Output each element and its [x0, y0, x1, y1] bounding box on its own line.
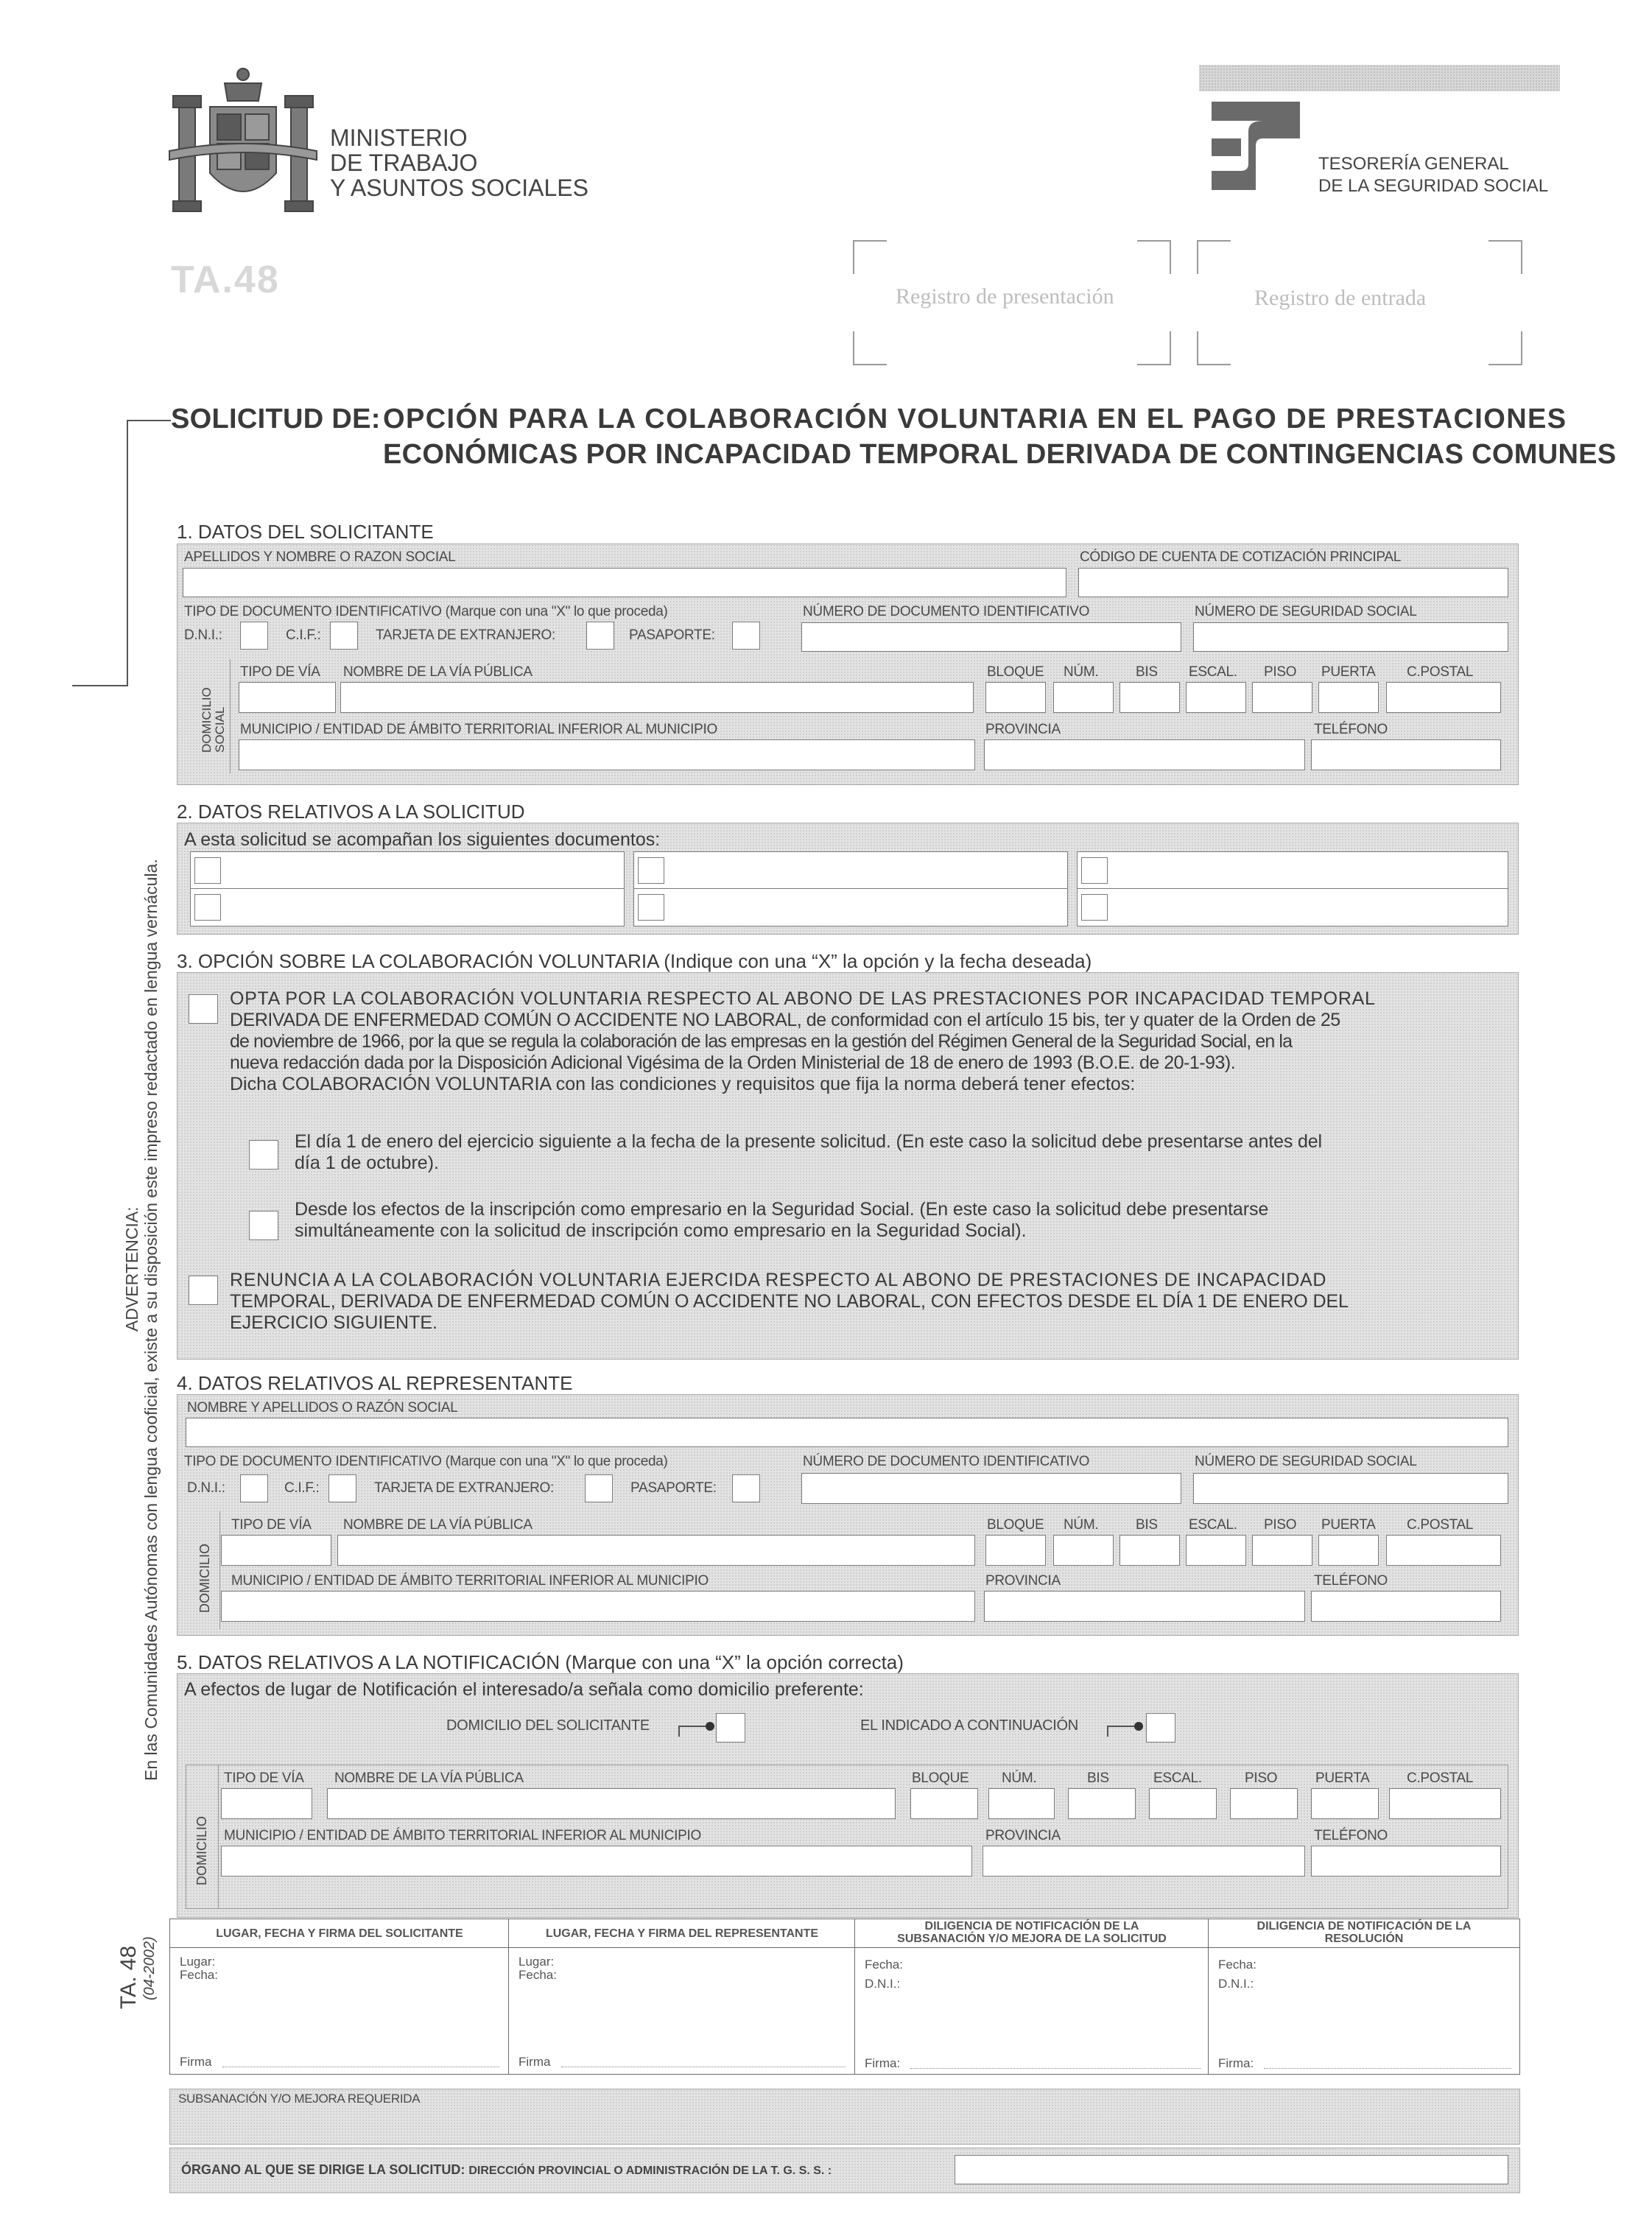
- tgss-line-2: DE LA SEGURIDAD SOCIAL: [1318, 176, 1549, 196]
- ministry-line-3: Y ASUNTOS SOCIALES: [330, 175, 588, 201]
- opt-indicado-label: EL INDICADO A CONTINUACIÓN: [860, 1717, 1078, 1734]
- rep-telefono-input[interactable]: [1311, 1591, 1501, 1622]
- pasaporte-checkbox[interactable]: [732, 622, 760, 650]
- num-ss-input[interactable]: [1193, 622, 1508, 652]
- registro-presentacion-label: Registro de presentación: [896, 284, 1114, 309]
- notif-bloque-label: BLOQUE: [912, 1770, 969, 1786]
- efectos-1-enero-text: [295, 1131, 1502, 1174]
- section5-intro: A efectos de lugar de Notificación el interesado/a señala como domicilio preferente:: [184, 1679, 864, 1700]
- nombre-via-input[interactable]: [340, 682, 974, 713]
- rep-telefono-label: TELÉFONO: [1314, 1573, 1388, 1589]
- opta-text: [230, 988, 1511, 1095]
- rep-nombre-input[interactable]: [186, 1418, 1508, 1447]
- notif-municipio-input[interactable]: [221, 1846, 972, 1877]
- document-checkbox-6[interactable]: [1081, 894, 1108, 921]
- piso-input[interactable]: [1252, 682, 1312, 713]
- notif-piso-label: PISO: [1245, 1770, 1278, 1786]
- opta-line-1: OPTA POR LA COLABORACIÓN VOLUNTARIA RESPECTO AL ABONO DE LAS PRESTACIONES POR INCAPACIDAD TEMPORAL: [230, 988, 1376, 1009]
- document-checkbox-3[interactable]: [638, 857, 664, 884]
- opta-checkbox[interactable]: [189, 994, 218, 1024]
- notif-municipio-label: MUNICIPIO / ENTIDAD DE ÁMBITO TERRITORIAL INFERIOR AL MUNICIPIO: [224, 1828, 701, 1843]
- form-code-watermark: TA.48: [171, 259, 280, 301]
- advertencia-label: ADVERTENCIA:: [122, 1206, 141, 1332]
- efectos-inscripcion-line-2: simultáneamente con la solicitud de inscripción como empresario en la Seguridad Social).: [295, 1220, 1027, 1241]
- col-subsanacion-header-2: SUBSANACIÓN Y/O MEJORA DE LA SOLICITUD: [897, 1933, 1167, 1945]
- rep-cpostal-label: C.POSTAL: [1407, 1517, 1474, 1533]
- rep-nombre-via-label: NOMBRE DE LA VÍA PÚBLICA: [343, 1517, 532, 1533]
- rep-tipo-doc-label: TIPO DE DOCUMENTO IDENTIFICATIVO (Marque con una "X" lo que proceda): [184, 1454, 668, 1469]
- cif-checkbox[interactable]: [330, 622, 358, 650]
- opta-line-3: de noviembre de 1966, por la que se regula la colaboración de las empresas en la gestión del Régimen General de la Seguridad Social, en la: [230, 1031, 1293, 1052]
- notif-num-label: NÚM.: [1002, 1770, 1037, 1786]
- rep-pasaporte-checkbox[interactable]: [732, 1474, 760, 1502]
- title-bracket: [127, 420, 171, 686]
- bis-label: BIS: [1136, 664, 1158, 680]
- section4-title: 4. DATOS RELATIVOS AL REPRESENTANTE: [177, 1372, 573, 1394]
- escal-input[interactable]: [1186, 682, 1246, 713]
- num-input[interactable]: [1053, 682, 1114, 713]
- puerta-input[interactable]: [1318, 682, 1379, 713]
- section5-title: 5. DATOS RELATIVOS A LA NOTIFICACIÓN (Marque con una “X” la opción correcta): [177, 1651, 904, 1673]
- registro-presentacion-box[interactable]: [853, 240, 1171, 365]
- dni-checkbox[interactable]: [240, 622, 268, 650]
- rep-num-label: NÚM.: [1064, 1517, 1099, 1533]
- documents-column-1: [190, 851, 625, 926]
- notif-cpostal-label: C.POSTAL: [1407, 1770, 1474, 1786]
- num-ss-label: NÚMERO DE SEGURIDAD SOCIAL: [1195, 604, 1417, 619]
- renuncia-line-2: TEMPORAL, DERIVADA DE ENFERMEDAD COMÚN O ACCIDENTE NO LABORAL, CON EFECTOS DESDE EL DÍA 1 DE ENERO DEL: [230, 1291, 1349, 1312]
- title-bracket-foot: [72, 685, 128, 686]
- cpostal-input[interactable]: [1386, 682, 1501, 713]
- rep-num-input[interactable]: [1053, 1535, 1114, 1566]
- title-prefix: SOLICITUD DE:: [171, 404, 381, 435]
- res-dni-label: D.N.I.:: [1218, 1977, 1254, 1991]
- piso-label: PISO: [1264, 664, 1297, 680]
- provincia-input[interactable]: [984, 739, 1305, 770]
- tipo-via-label: TIPO DE VÍA: [240, 664, 320, 680]
- rep-dni-label: D.N.I.:: [187, 1480, 225, 1496]
- rep-num-ss-label: NÚMERO DE SEGURIDAD SOCIAL: [1195, 1454, 1417, 1469]
- opta-line-5: Dicha COLABORACIÓN VOLUNTARIA con las condiciones y requisitos que fija la norma deberá tener efectos:: [230, 1074, 1136, 1094]
- rep-tarjeta-checkbox[interactable]: [585, 1474, 613, 1502]
- notif-bis-input[interactable]: [1068, 1788, 1136, 1819]
- sol-lugar-label: Lugar:: [180, 1955, 216, 1969]
- form-date-side: (04-2002): [141, 1936, 158, 2000]
- documents-column-2: [633, 851, 1068, 926]
- section1-title: 1. DATOS DEL SOLICITANTE: [177, 521, 434, 543]
- rep-escal-input[interactable]: [1186, 1535, 1246, 1566]
- opta-line-2: DERIVADA DE ENFERMEDAD COMÚN O ACCIDENTE NO LABORAL, de conformidad con el artículo 15 bis, ter y quater de la Orden de 25: [230, 1010, 1340, 1030]
- ccc-label: CÓDIGO DE CUENTA DE COTIZACIÓN PRINCIPAL: [1080, 549, 1401, 565]
- rep-escal-label: ESCAL.: [1189, 1517, 1237, 1533]
- rep-puerta-label: PUERTA: [1321, 1517, 1376, 1533]
- rep-lugar-label: Lugar:: [519, 1955, 555, 1969]
- ministry-line-2: DE TRABAJO: [330, 150, 478, 176]
- domicilio-social-label: DOMICILIO SOCIAL: [200, 687, 227, 753]
- renuncia-checkbox[interactable]: [189, 1276, 218, 1305]
- notif-tipo-via-input[interactable]: [221, 1788, 312, 1819]
- dni-label: D.N.I.:: [184, 627, 222, 643]
- municipio-label: MUNICIPIO / ENTIDAD DE ÁMBITO TERRITORIAL INFERIOR AL MUNICIPIO: [240, 722, 717, 737]
- renuncia-text: [230, 1270, 1511, 1334]
- rep-cif-checkbox[interactable]: [328, 1474, 356, 1502]
- notif-escal-input[interactable]: [1149, 1788, 1217, 1819]
- col-representante-header: LUGAR, FECHA Y FIRMA DEL REPRESENTANTE: [545, 1927, 819, 1940]
- title-line-1: OPCIÓN PARA LA COLABORACIÓN VOLUNTARIA EN EL PAGO DE PRESTACIONES: [383, 404, 1567, 435]
- col-resolucion-header: [1209, 1920, 1519, 1945]
- rep-fecha-label: Fecha:: [519, 1968, 557, 1982]
- rep-num-doc-label: NÚMERO DE DOCUMENTO IDENTIFICATIVO: [803, 1454, 1090, 1469]
- opt-solicitante-label: DOMICILIO DEL SOLICITANTE: [446, 1717, 650, 1734]
- col-solicitante-header: LUGAR, FECHA Y FIRMA DEL SOLICITANTE: [216, 1927, 463, 1940]
- sub-firma-line[interactable]: [910, 2068, 1201, 2069]
- section3-title: 3. OPCIÓN SOBRE LA COLABORACIÓN VOLUNTARIA (Indique con una “X” la opción y la fecha deseada): [177, 950, 1092, 972]
- notif-provincia-label: PROVINCIA: [985, 1828, 1061, 1843]
- notif-provincia-input[interactable]: [983, 1846, 1305, 1877]
- section2-intro: A esta solicitud se acompañan los siguientes documentos:: [184, 829, 661, 850]
- rep-bloque-label: BLOQUE: [987, 1517, 1044, 1533]
- col-resolucion-header-2: RESOLUCIÓN: [1324, 1933, 1404, 1945]
- notif-telefono-input[interactable]: [1311, 1846, 1501, 1877]
- tipo-doc-label: TIPO DE DOCUMENTO IDENTIFICATIVO (Marque con una "X" lo que proceda): [184, 604, 668, 619]
- notif-domicilio-label: DOMICILIO: [194, 1815, 209, 1885]
- tgss-logo: [1212, 102, 1300, 190]
- sub-firma-label: Firma:: [865, 2056, 901, 2070]
- res-firma-label: Firma:: [1218, 2056, 1254, 2070]
- renuncia-line-1: RENUNCIA A LA COLABORACIÓN VOLUNTARIA EJERCIDA RESPECTO AL ABONO DE PRESTACIONES DE INCAPACIDAD: [230, 1270, 1327, 1290]
- opt-indicado-checkbox[interactable]: [1146, 1713, 1175, 1743]
- notif-piso-input[interactable]: [1230, 1788, 1298, 1819]
- rep-num-doc-input[interactable]: [801, 1473, 1181, 1504]
- notif-nombre-via-label: NOMBRE DE LA VÍA PÚBLICA: [334, 1770, 524, 1786]
- sol-firma-label: Firma: [180, 2055, 212, 2069]
- notif-puerta-input[interactable]: [1311, 1788, 1379, 1819]
- ccc-input[interactable]: [1078, 568, 1508, 597]
- rep-cif-label: C.I.F.:: [284, 1480, 320, 1496]
- puerta-label: PUERTA: [1321, 664, 1376, 680]
- organo-label: ÓRGANO AL QUE SE DIRIGE LA SOLICITUD:: [181, 2162, 465, 2177]
- notif-nombre-via-input[interactable]: [327, 1788, 896, 1819]
- escal-label: ESCAL.: [1189, 664, 1237, 680]
- notif-domicilio-band-line: [218, 1765, 219, 1909]
- rep-tarjeta-label: TARJETA DE EXTRANJERO:: [374, 1480, 554, 1496]
- document-checkbox-4[interactable]: [638, 894, 664, 921]
- registro-entrada-box[interactable]: [1197, 240, 1522, 365]
- rep-municipio-label: MUNICIPIO / ENTIDAD DE ÁMBITO TERRITORIAL INFERIOR AL MUNICIPIO: [231, 1573, 709, 1589]
- efectos-inscripcion-checkbox[interactable]: [249, 1211, 278, 1240]
- notif-bloque-input[interactable]: [910, 1788, 978, 1819]
- documents-column-3: [1077, 851, 1508, 926]
- rep-domicilio-label: DOMICILIO: [197, 1543, 212, 1613]
- tgss-name: [1318, 153, 1548, 197]
- opt-solicitante-checkbox[interactable]: [716, 1713, 745, 1743]
- document-checkbox-1[interactable]: [194, 857, 221, 884]
- document-checkbox-5[interactable]: [1081, 857, 1108, 884]
- num-label: NÚM.: [1064, 664, 1099, 680]
- organo-value: DIRECCIÓN PROVINCIAL O ADMINISTRACIÓN DE LA T. G. S. S. :: [468, 2165, 832, 2177]
- renuncia-line-3: EJERCICIO SIGUIENTE.: [230, 1312, 437, 1333]
- notif-escal-label: ESCAL.: [1153, 1770, 1202, 1786]
- opt-indicado-connector: [1106, 1717, 1147, 1740]
- rep-municipio-input[interactable]: [221, 1591, 975, 1622]
- rep-dni-checkbox[interactable]: [240, 1474, 268, 1502]
- document-checkbox-2[interactable]: [194, 894, 221, 921]
- title-line-2: ECONÓMICAS POR INCAPACIDAD TEMPORAL DERIVADA DE CONTINGENCIAS COMUNES: [383, 439, 1617, 470]
- cpostal-label: C.POSTAL: [1407, 664, 1474, 680]
- registro-entrada-label: Registro de entrada: [1254, 286, 1427, 310]
- rep-puerta-input[interactable]: [1318, 1535, 1379, 1566]
- cif-label: C.I.F.:: [286, 627, 321, 643]
- tarjeta-label: TARJETA DE EXTRANJERO:: [376, 627, 555, 643]
- advertencia-text: En las Comunidades Autónomas con lengua cooficial, existe a su disposición este impreso redactado en lengua vernácula.: [141, 859, 161, 1781]
- ministry-line-1: MINISTERIO: [330, 124, 468, 151]
- rep-num-ss-input[interactable]: [1193, 1473, 1508, 1504]
- efectos-1-enero-line-1: El día 1 de enero del ejercicio siguiente a la fecha de la presente solicitud. (En este caso la solicitud debe presentarse antes del: [295, 1131, 1322, 1152]
- rep-piso-input[interactable]: [1252, 1535, 1312, 1566]
- res-firma-line[interactable]: [1264, 2068, 1511, 2069]
- sol-fecha-label: Fecha:: [180, 1968, 218, 1982]
- notif-telefono-label: TELÉFONO: [1314, 1828, 1388, 1843]
- organo-input[interactable]: [955, 2155, 1508, 2184]
- rep-firma-label: Firma: [519, 2055, 551, 2069]
- ministry-name: [330, 125, 588, 200]
- apellidos-label: APELLIDOS Y NOMBRE O RAZON SOCIAL: [184, 549, 456, 565]
- tgss-line-1: TESORERÍA GENERAL: [1318, 154, 1509, 174]
- rep-nombre-label: NOMBRE Y APELLIDOS O RAZÓN SOCIAL: [187, 1400, 458, 1416]
- notif-puerta-label: PUERTA: [1315, 1770, 1370, 1786]
- efectos-inscripcion-text: [295, 1199, 1502, 1242]
- res-fecha-label: Fecha:: [1218, 1958, 1256, 1972]
- num-doc-input[interactable]: [801, 622, 1181, 652]
- col-resolucion-header-1: DILIGENCIA DE NOTIFICACIÓN DE LA: [1256, 1920, 1472, 1933]
- top-right-shade-bar: [1199, 65, 1560, 91]
- form-code-side: TA. 48: [116, 1945, 141, 2009]
- bis-input[interactable]: [1120, 682, 1180, 713]
- num-doc-label: NÚMERO DE DOCUMENTO IDENTIFICATIVO: [803, 604, 1090, 619]
- efectos-inscripcion-line-1: Desde los efectos de la inscripción como empresario en la Seguridad Social. (En este caso la solicitud debe presentarse: [295, 1199, 1269, 1220]
- apellidos-input[interactable]: [183, 568, 1066, 597]
- bloque-input[interactable]: [985, 682, 1046, 713]
- subsanacion-label: SUBSANACIÓN Y/O MEJORA REQUERIDA: [178, 2092, 421, 2106]
- rep-bis-input[interactable]: [1120, 1535, 1180, 1566]
- rep-piso-label: PISO: [1264, 1517, 1297, 1533]
- opt-solicitante-connector: [678, 1717, 719, 1740]
- rep-nombre-via-input[interactable]: [337, 1535, 975, 1566]
- telefono-label: TELÉFONO: [1314, 722, 1388, 737]
- rep-pasaporte-label: PASAPORTE:: [630, 1480, 717, 1496]
- rep-tipo-via-label: TIPO DE VÍA: [231, 1517, 312, 1533]
- col-subsanacion-header-1: DILIGENCIA DE NOTIFICACIÓN DE LA: [924, 1920, 1139, 1933]
- bloque-label: BLOQUE: [987, 664, 1044, 680]
- rep-cpostal-input[interactable]: [1386, 1535, 1501, 1566]
- rep-provincia-input[interactable]: [984, 1591, 1305, 1622]
- notif-num-input[interactable]: [988, 1788, 1055, 1819]
- rep-tipo-via-input[interactable]: [221, 1535, 331, 1566]
- sub-dni-label: D.N.I.:: [865, 1977, 901, 1991]
- tarjeta-checkbox[interactable]: [586, 622, 614, 650]
- municipio-input[interactable]: [239, 739, 975, 770]
- rep-bis-label: BIS: [1136, 1517, 1158, 1533]
- nombre-via-label: NOMBRE DE LA VÍA PÚBLICA: [343, 664, 532, 680]
- notif-bis-label: BIS: [1087, 1770, 1109, 1786]
- sub-fecha-label: Fecha:: [865, 1958, 903, 1972]
- notif-tipo-via-label: TIPO DE VÍA: [224, 1770, 304, 1786]
- notif-cpostal-input[interactable]: [1389, 1788, 1501, 1819]
- rep-bloque-input[interactable]: [985, 1535, 1046, 1566]
- section2-title: 2. DATOS RELATIVOS A LA SOLICITUD: [177, 801, 525, 823]
- telefono-input[interactable]: [1311, 739, 1501, 770]
- organo-text: [181, 2162, 832, 2178]
- tipo-via-input[interactable]: [239, 682, 336, 713]
- pasaporte-label: PASAPORTE:: [629, 627, 715, 643]
- opta-line-4: nueva redacción dada por la Disposición Adicional Vigésima de la Orden Ministerial de 18 de enero de 1993 (B.O.E. de 20-1-93).: [230, 1052, 1236, 1073]
- col-subsanacion-header: [856, 1920, 1208, 1945]
- provincia-label: PROVINCIA: [985, 722, 1061, 737]
- rep-provincia-label: PROVINCIA: [985, 1573, 1061, 1589]
- spain-coat-of-arms-logo: [166, 63, 320, 232]
- efectos-1-enero-line-2: día 1 de octubre).: [295, 1153, 439, 1173]
- efectos-1-enero-checkbox[interactable]: [249, 1140, 278, 1170]
